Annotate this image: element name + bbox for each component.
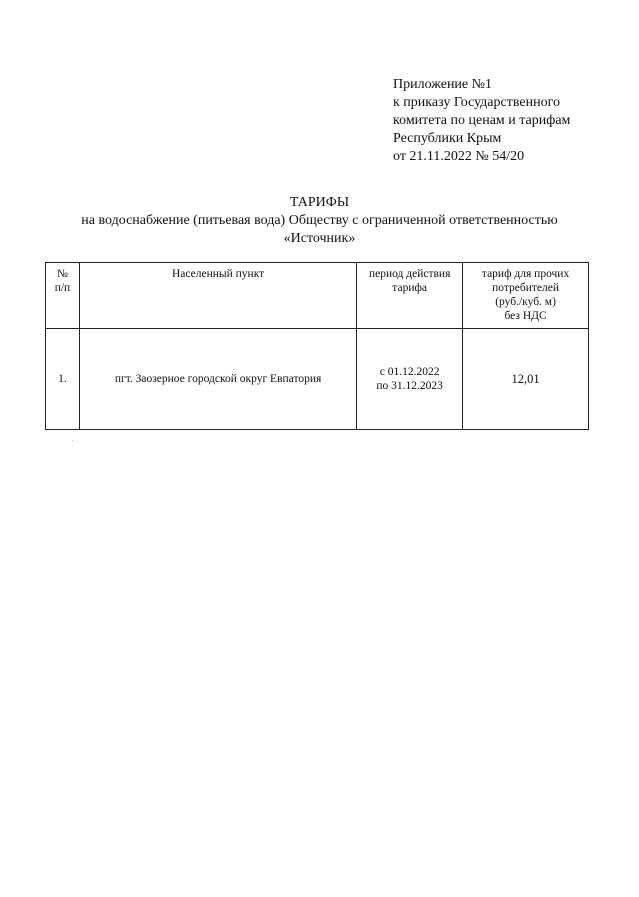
title-subtitle-company: «Источник» [283, 231, 356, 246]
table-row [46, 329, 589, 430]
title-heading: ТАРИФЫ [289, 195, 350, 210]
cell-num: 1. [46, 329, 80, 430]
appendix-line: Приложение №1 [393, 77, 492, 92]
scan-speck [72, 440, 73, 441]
header-num: № п/п [46, 263, 80, 329]
header-period: период действия тарифа [357, 263, 463, 329]
tariffs-table [45, 262, 589, 430]
header-place: Населенный пункт [79, 263, 356, 329]
table-header-row [46, 263, 589, 329]
appendix-block [393, 76, 570, 166]
cell-tariff: 12,01 [463, 329, 589, 430]
appendix-line: комитета по ценам и тарифам [393, 113, 571, 128]
document-title [40, 194, 599, 248]
header-tariff: тариф для прочих потребителей (руб./куб. м) без НДС [463, 263, 589, 329]
cell-period: с 01.12.2022 по 31.12.2023 [357, 329, 463, 430]
appendix-line: к приказу Государственного [393, 95, 560, 110]
title-subtitle: на водоснабжение (питьевая вода) Обществу с ограниченной ответственностью [81, 213, 558, 228]
cell-place: пгт. Заозерное городской округ Евпатория [79, 329, 356, 430]
appendix-line: Республики Крым [393, 131, 502, 146]
appendix-line: от 21.11.2022 № 54/20 [393, 149, 525, 164]
